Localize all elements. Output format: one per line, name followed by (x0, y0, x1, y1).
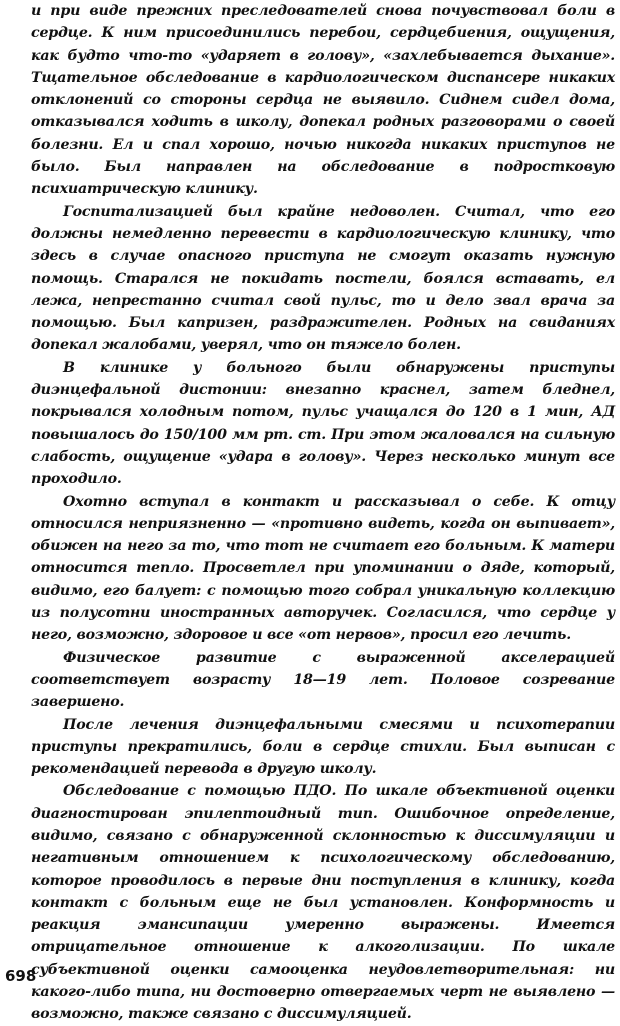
paragraph-6: После лечения диэнцефальными смесями и психотерапии приступы прекратились, боли в сердце стихли. Был выписан с рекомендацией перевода в другую школу. (31, 716, 615, 778)
paragraph-2: Госпитализацией был крайне недоволен. Считал, что его должны немедленно перевести в кардиологическую клинику, что здесь в случае опасного приступа не смогут оказать нужную помощь. Старался не покидать постели, боялся вставать, ел лежа, непрестанно считал свой пульс, то и дело звал врача за помощью. Был капризен, раздражителен. Родных на свиданиях допекал жалобами, уверял, что он тяжело болен. (31, 203, 615, 354)
paragraph-4: Охотно вступал в контакт и рассказывал о себе. К отцу относился неприязненно — «противно видеть, когда он выпивает», обижен на него за то, что тот не считает его больным. К матери относится тепло. Просветлел при упоминании о дяде, который, видимо, его балует: с помощью того собрал уникальную коллекцию из полусотни иностранных авторучек. Согласился, что сердце у него, возможно, здоровое и все «от нервов», просил его лечить. (31, 493, 615, 644)
paragraph-5: Физическое развитие с выраженной акселерацией соответствует возрасту 18—19 лет. Половое созревание завершено. (31, 649, 615, 711)
body-text (31, 0, 615, 1026)
paragraph-3: В клинике у больного были обнаружены приступы диэнцефальной дистонии: внезапно краснел, затем бледнел, покрывался холодным потом, пульс учащался до 120 в 1 мин, АД повышалось до 150/100 мм рт. ст. При этом жаловался на сильную слабость, ощущение «удара в голову». Через несколько минут все проходило. (31, 359, 615, 488)
paragraph-7: Обследование с помощью ПДО. По шкале объективной оценки диагностирован эпилептоидный тип. Ошибочное определение, видимо, связано с обнаруженной склонностью к диссимуляции и негативным отношением к психологическому обследованию, которое проводилось в первые дни поступления в клинику, когда контакт с больным еще не был установлен. Конформность и реакция эмансипации умеренно выражены. Имеется отрицательное отношение к алкоголизации. По шкале субъективной оценки самооценка неудовлетворительная: ни какого-либо типа, ни достоверно отвергаемых черт не выявлено — возможно, также связано с диссимуляцией. (31, 783, 615, 1023)
paragraph-1: и при виде прежних преследователей снова почувствовал боли в сердце. К ним присоединились перебои, сердцебиения, ощущения, как будто что-то «ударяет в голову», «захлебывается дыхание». Тщательное обследование в кардиологическом диспансере никаких отклонений со стороны сердца не выявило. Сиднем сидел дома, отказывался ходить в школу, допекал родных разговорами о своей болезни. Ел и спал хорошо, ночью никогда никаких приступов не было. Был направлен на обследование в подростковую психиатрическую клинику. (31, 3, 615, 198)
page-number: 698 (5, 967, 37, 985)
